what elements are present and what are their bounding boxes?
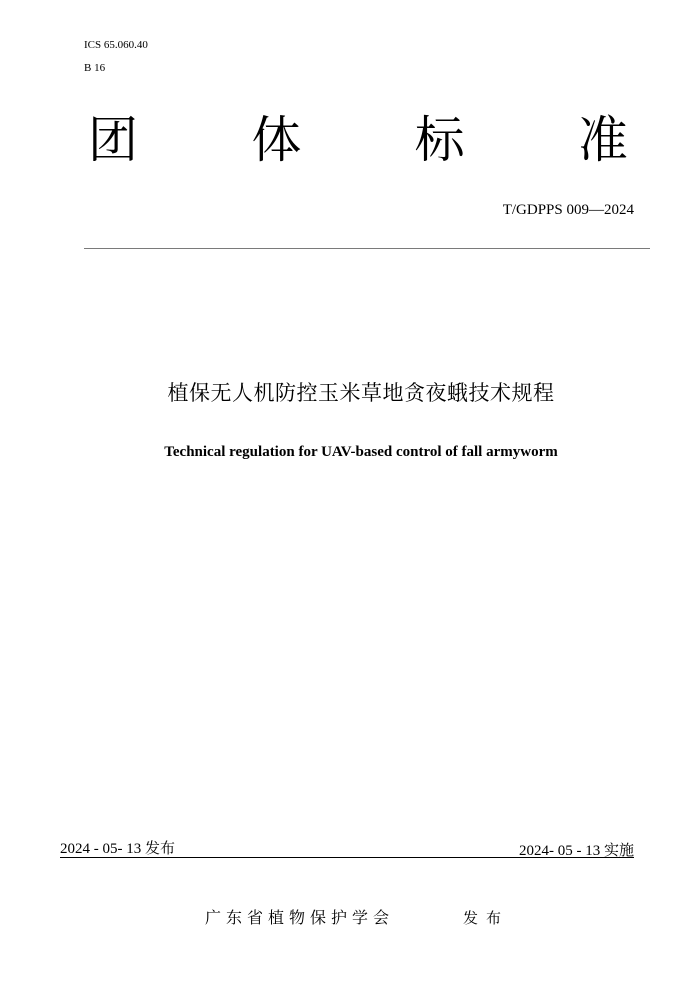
document-type-heading bbox=[84, 108, 632, 172]
standard-code: T/GDPPS 009—2024 bbox=[502, 202, 634, 218]
implementation-date: 2024- 05 - 13 实施 bbox=[519, 843, 634, 859]
issue-date: 2024 - 05- 13 发布 bbox=[60, 841, 175, 857]
document-title-cn: 植保无人机防控玉米草地贪夜蛾技术规程 bbox=[167, 381, 555, 405]
footer-divider bbox=[60, 857, 634, 858]
document-title-en: Technical regulation for UAV-based control of fall armyworm bbox=[164, 444, 558, 460]
heading-char: 标 bbox=[414, 111, 465, 169]
heading-char: 团 bbox=[88, 111, 138, 169]
heading-char: 体 bbox=[251, 111, 302, 169]
ics-code: ICS 65.060.40 bbox=[84, 39, 148, 51]
publish-label: 发布 bbox=[463, 909, 510, 927]
classification-code: B 16 bbox=[84, 62, 106, 74]
header-divider bbox=[84, 248, 650, 249]
publisher-name: 广东省植物保护学会 bbox=[205, 908, 395, 927]
heading-char: 准 bbox=[577, 111, 628, 169]
